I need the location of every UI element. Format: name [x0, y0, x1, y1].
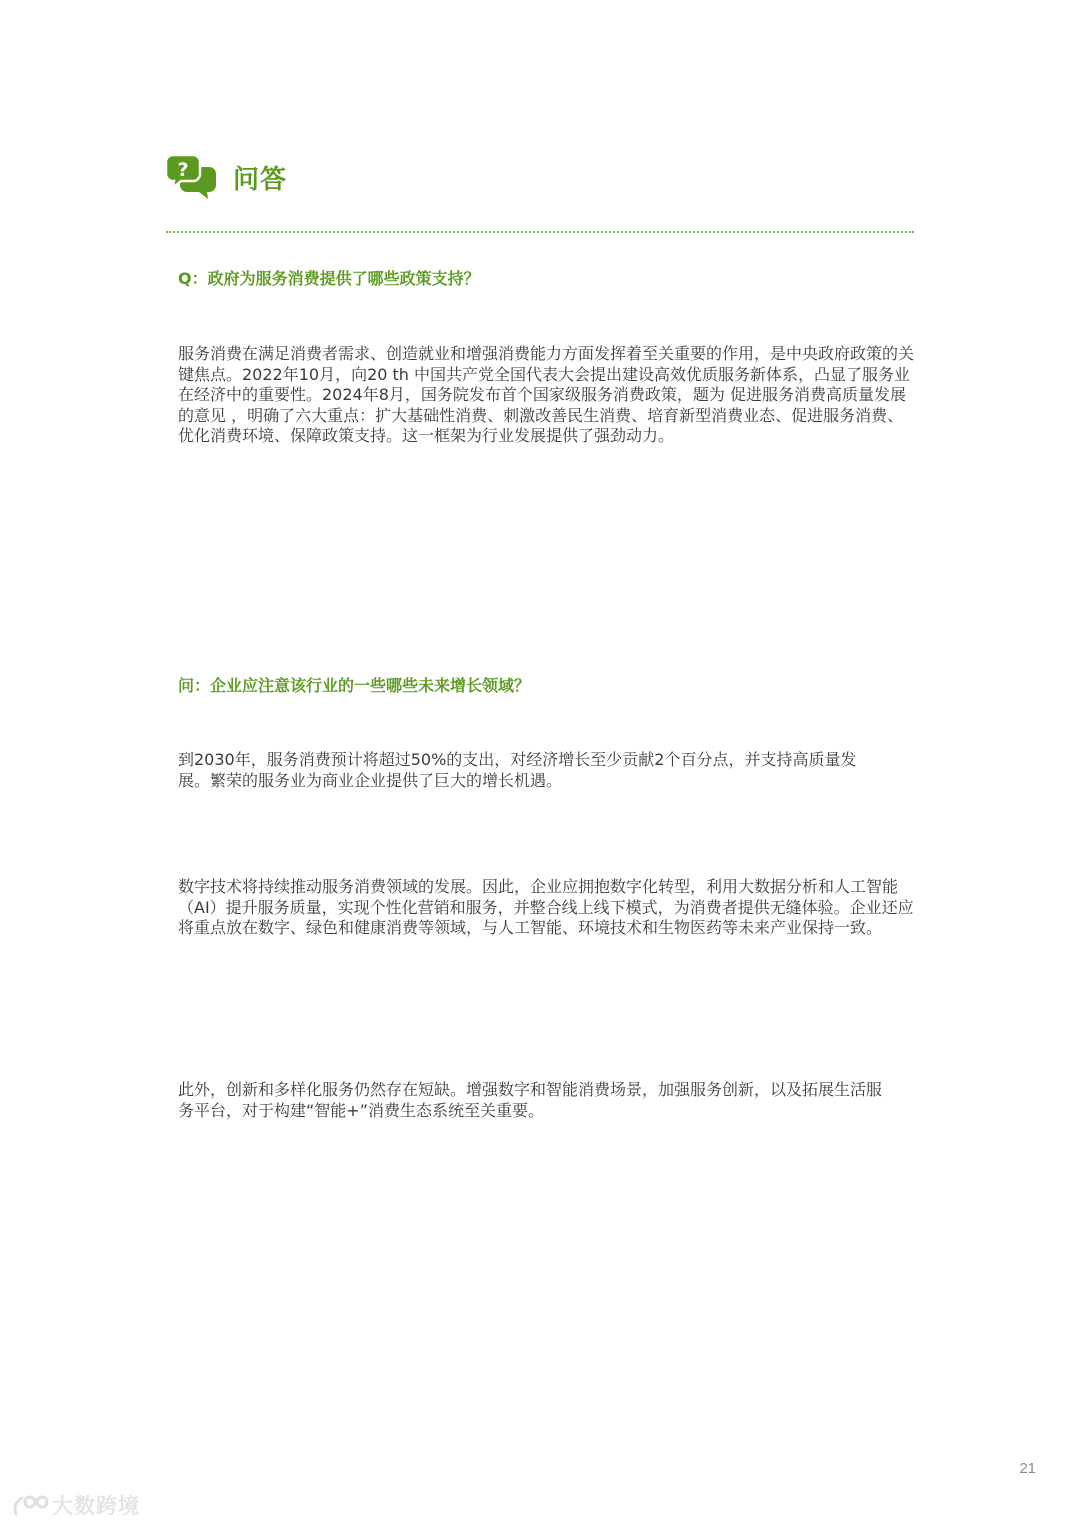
answer-2-paragraph-1: 到2030年，服务消费预计将超过50%的支出，对经济增长至少贡献2个百分点，并支持高质量发展。繁荣的服务业为商业企业提供了巨大的增长机遇。	[178, 750, 857, 790]
bigdata-logo-icon	[10, 1490, 50, 1520]
watermark	[10, 1490, 140, 1520]
question-1: Q：政府为服务消费提供了哪些政策支持？	[178, 269, 480, 288]
page-number: 21	[1019, 1460, 1036, 1477]
section-title: 问答	[233, 164, 288, 195]
svg-text:?: ?	[177, 159, 189, 181]
answer-2-paragraph-2: 数字技术将持续推动服务消费领域的发展。因此，企业应拥抱数字化转型，利用大数据分析和人工智能（AI）提升服务质量，实现个性化营销和服务，并整合线上线下模式，为消费者提供无缝体验。企业还应将重点放在数字、绿色和健康消费等领域，与人工智能、环境技术和生物医药等未来产业保持一致。	[178, 877, 914, 938]
dotted-divider	[166, 231, 914, 233]
answer-1-paragraph: 服务消费在满足消费者需求、创造就业和增强消费能力方面发挥着至关重要的作用，是中央政府政策的关键焦点。2022年10月，向20 th 中国共产党全国代表大会提出建设高效优质服务新体系，凸显了服务业在经济中的重要性。2024年8月，国务院发布首个国家级服务消费政策，题为 促进服务消费高质量发展的意见 ，明确了六大重点：扩大基础性消费、刺激改善民生消费、培育新型消费业态、促进服务消费、优化消费环境、保障政策支持。这一框架为行业发展提供了强劲动力。	[178, 344, 915, 446]
question-2: 问：企业应注意该行业的一些哪些未来增长领域？	[178, 676, 531, 695]
answer-2-paragraph-3: 此外，创新和多样化服务仍然存在短缺。增强数字和智能消费场景，加强服务创新，以及拓展生活服务平台，对于构建“智能+”消费生态系统至关重要。	[178, 1080, 883, 1120]
qa-speech-bubble-icon	[165, 153, 217, 201]
watermark-text: 大数跨境	[52, 1494, 140, 1518]
section-header	[165, 152, 287, 202]
